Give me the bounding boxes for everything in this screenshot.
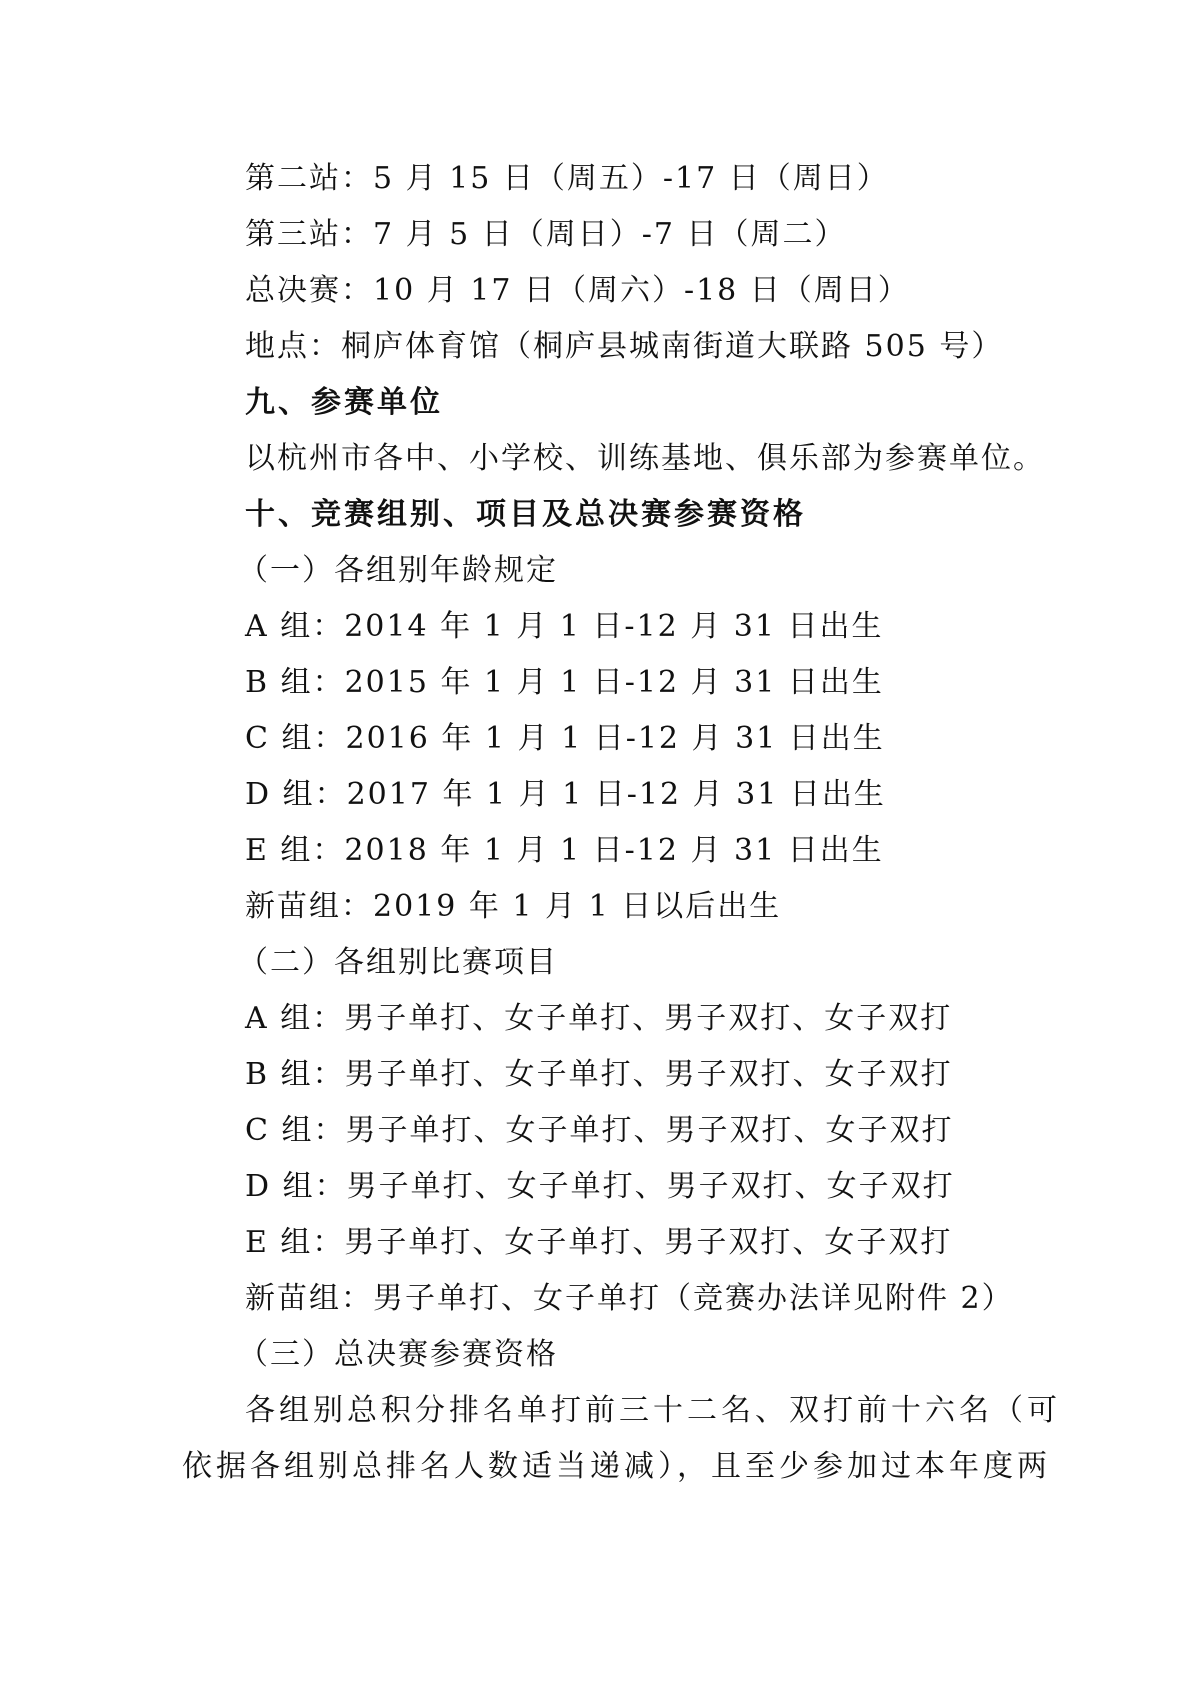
events-group-d: D 组：男子单打、女子单打、男子双打、女子双打 bbox=[245, 1169, 955, 1204]
venue-line: 地点：桐庐体育馆（桐庐县城南街道大联路 505 号） bbox=[245, 329, 1004, 364]
schedule-final: 总决赛：10 月 17 日（周六）-18 日（周日） bbox=[245, 273, 910, 308]
subheading-final-qualification: （三）总决赛参赛资格 bbox=[238, 1337, 558, 1372]
age-group-rookie: 新苗组：2019 年 1 月 1 日以后出生 bbox=[245, 889, 782, 924]
subheading-age-rules: （一）各组别年龄规定 bbox=[238, 553, 558, 588]
qualification-paragraph-line-1: 各组别总积分排名单打前三十二名、双打前十六名（可 bbox=[245, 1393, 1061, 1428]
age-group-d: D 组：2017 年 1 月 1 日-12 月 31 日出生 bbox=[245, 777, 886, 812]
age-group-e: E 组：2018 年 1 月 1 日-12 月 31 日出生 bbox=[245, 833, 884, 868]
schedule-stage-3: 第三站：7 月 5 日（周日）-7 日（周二） bbox=[245, 217, 847, 252]
events-group-e: E 组：男子单打、女子单打、男子双打、女子双打 bbox=[245, 1225, 953, 1260]
section-heading-groups: 十、竞赛组别、项目及总决赛参赛资格 bbox=[245, 497, 806, 532]
events-group-c: C 组：男子单打、女子单打、男子双打、女子双打 bbox=[245, 1113, 954, 1148]
events-group-a: A 组：男子单打、女子单打、男子双打、女子双打 bbox=[245, 1001, 953, 1036]
age-group-a: A 组：2014 年 1 月 1 日-12 月 31 日出生 bbox=[245, 609, 884, 644]
events-group-rookie: 新苗组：男子单打、女子单打（竞赛办法详见附件 2） bbox=[245, 1281, 1014, 1316]
section-heading-participants: 九、参赛单位 bbox=[245, 385, 443, 420]
age-group-c: C 组：2016 年 1 月 1 日-12 月 31 日出生 bbox=[245, 721, 885, 756]
subheading-events: （二）各组别比赛项目 bbox=[238, 945, 558, 980]
participants-text: 以杭州市各中、小学校、训练基地、俱乐部为参赛单位。 bbox=[245, 441, 1045, 476]
schedule-stage-2: 第二站：5 月 15 日（周五）-17 日（周日） bbox=[245, 161, 889, 196]
qualification-paragraph-line-2: 依据各组别总排名人数适当递减），且至少参加过本年度两 bbox=[182, 1449, 1051, 1484]
age-group-b: B 组：2015 年 1 月 1 日-12 月 31 日出生 bbox=[245, 665, 884, 700]
events-group-b: B 组：男子单打、女子单打、男子双打、女子双打 bbox=[245, 1057, 953, 1092]
